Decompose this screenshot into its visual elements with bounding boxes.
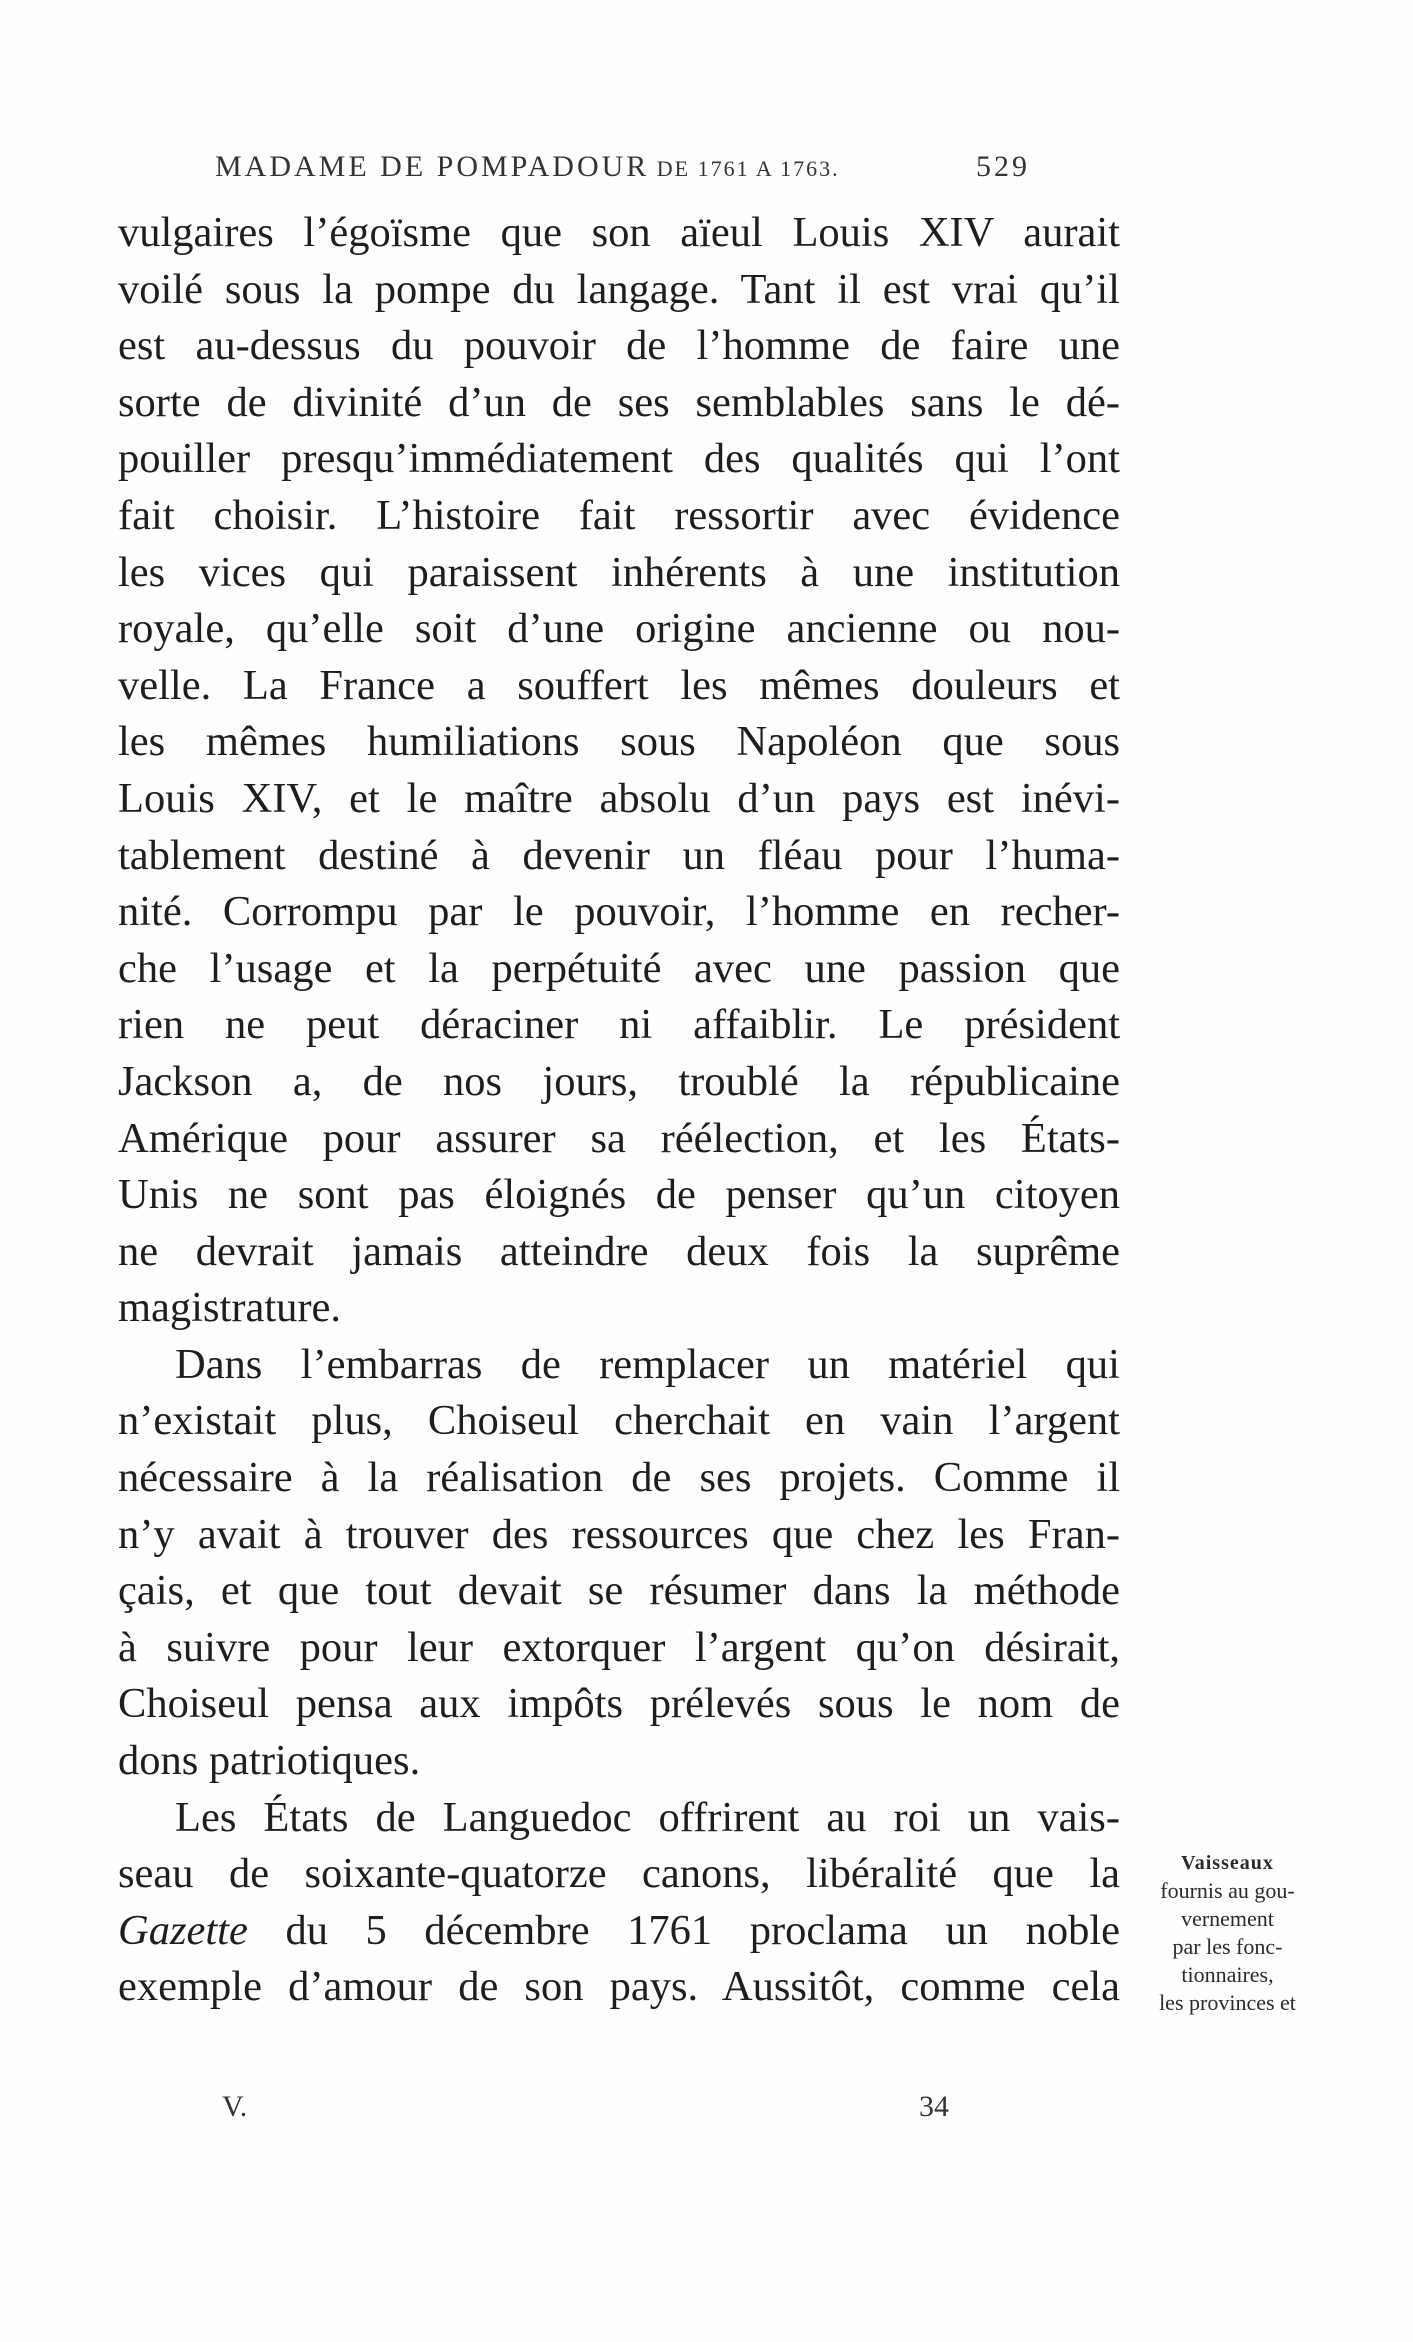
text-line: magistrature. [118,1284,342,1332]
text-line: çais, et que tout devait se résumer dans la méthode [118,1567,1120,1615]
page-number: 529 [976,150,1030,183]
italic-word: Gazette [118,1906,248,1954]
margin-note-line: par les fonc- [1172,1934,1283,1959]
running-title-main: MADAME DE POMPADOUR [215,150,650,183]
text-line: pouiller presqu’immédiatement des qualités qui l’ont [118,435,1120,483]
text-line: velle. La France a souffert les mêmes douleurs et [118,661,1120,709]
text-line: à suivre pour leur extorquer l’argent qu’on désirait, [118,1623,1120,1671]
text-line: che l’usage et la perpétuité avec une passion que [118,944,1120,992]
text-line: les vices qui paraissent inhérents à une institution [118,548,1120,596]
margin-note-line: vernement [1181,1906,1274,1931]
text-line: Louis XIV, et le maître absolu d’un pays est inévi- [118,774,1120,822]
text-line: royale, qu’elle soit d’une origine ancienne ou nou- [118,605,1120,653]
text-line: n’existait plus, Choiseul cherchait en vain l’argent [118,1397,1120,1445]
text-line: Choiseul pensa aux impôts prélevés sous le nom de [118,1680,1120,1728]
text-line: nécessaire à la réalisation de ses projets. Comme il [118,1454,1120,1502]
text-line-with-italic [118,1903,1120,1960]
margin-note [1140,1849,1315,2017]
text-line: vulgaires l’égoïsme que son aïeul Louis XIV aurait [118,209,1120,256]
text-line: Jackson a, de nos jours, troublé la républicaine [118,1057,1120,1105]
text-line: n’y avait à trouver des ressources que chez les Fran- [118,1510,1120,1558]
text-line: tablement destiné à devenir un fléau pour l’huma- [118,831,1120,879]
text-line: Unis ne sont pas éloignés de penser qu’un citoyen [118,1171,1120,1219]
margin-note-line: fournis au gou- [1160,1878,1295,1903]
text-line-rest: du 5 décembre 1761 proclama un noble [285,1906,1120,1954]
sheet-number: 34 [919,2090,949,2123]
page-footer [222,2090,982,2130]
body-text [118,205,1120,2016]
text-line: ne devrait jamais atteindre deux fois la suprême [118,1227,1120,1275]
text-line: est au-dessus du pouvoir de l’homme de faire une [118,322,1120,370]
text-line: Dans l’embarras de remplacer un matériel qui [175,1340,1120,1388]
text-line: les mêmes humiliations sous Napoléon que sous [118,718,1120,766]
text-line: rien ne peut déraciner ni affaiblir. Le président [118,1001,1120,1049]
running-title [215,150,840,184]
text-line: dons patriotiques. [118,1737,421,1785]
margin-note-line: les provinces et [1159,1990,1296,2015]
text-line: voilé sous la pompe du langage. Tant il est vrai qu’il [118,265,1120,313]
text-line: sorte de divinité d’un de ses semblables sans le dé- [118,378,1120,426]
text-line: Amérique pour assurer sa réélection, et les États- [118,1114,1120,1162]
text-line: Les États de Languedoc offrirent au roi un vais- [175,1793,1120,1841]
margin-note-line: tionnaires, [1181,1962,1274,1987]
margin-note-line: Vaisseaux [1181,1852,1274,1874]
text-line: seau de soixante-quatorze canons, libéralité que la [118,1850,1120,1898]
text-line: fait choisir. L’histoire fait ressortir avec évidence [118,491,1120,539]
text-line: nité. Corrompu par le pouvoir, l’homme en recher- [118,888,1120,936]
running-title-dates: DE 1761 A 1763. [649,156,840,181]
running-head [215,150,1030,194]
volume-signature: V. [222,2090,248,2123]
text-line: exemple d’amour de son pays. Aussitôt, comme cela [118,1963,1120,2011]
